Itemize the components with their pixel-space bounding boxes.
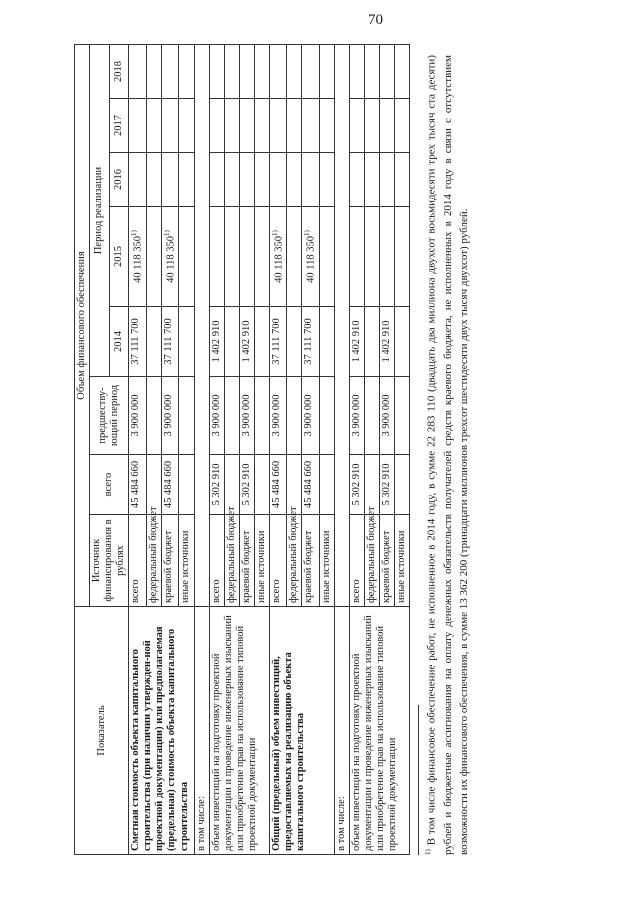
year-2015-cell: [209, 207, 224, 307]
header-total: всего: [90, 455, 129, 515]
indicator-cell: Сметная стоимость объекта капитального строительства (при наличии утвержден-ной проектной документации) или предполагаемая (предельная) стоимость объекта капитального строительства: [129, 607, 194, 855]
year-2015-cell: [179, 207, 194, 307]
table-row: [350, 45, 365, 855]
source-cell: всего: [129, 515, 147, 607]
year-2014-cell: 37 111 700: [129, 307, 147, 377]
year-2018-cell: [395, 45, 410, 99]
year-2016-cell: [254, 153, 269, 207]
empty-cell: [194, 45, 209, 607]
year-2014-cell: 1 402 910: [239, 307, 254, 377]
year-2014-cell: [254, 307, 269, 377]
year-2016-cell: [302, 153, 320, 207]
indicator-cell: в том числе:: [335, 607, 350, 855]
year-2017-cell: [365, 99, 380, 153]
previous-period-cell: 3 900 000: [129, 377, 147, 455]
year-2018-cell: [302, 45, 320, 99]
total-cell: 5 302 910: [350, 455, 365, 515]
source-cell: иные источники: [179, 515, 194, 607]
year-2018-cell: [320, 45, 335, 99]
previous-period-cell: [224, 377, 239, 455]
year-2018-cell: [287, 45, 302, 99]
header-indicator: Показатель: [75, 607, 129, 855]
year-2017-cell: [287, 99, 302, 153]
footnote-ref: 1): [162, 230, 171, 236]
year-2016-cell: [350, 153, 365, 207]
year-2016-cell: [269, 153, 287, 207]
year-2016-cell: [209, 153, 224, 207]
year-2014-cell: 37 111 700: [302, 307, 320, 377]
header-year: 2018: [109, 45, 129, 99]
year-2015-cell: [302, 207, 320, 307]
previous-period-cell: 3 900 000: [209, 377, 224, 455]
previous-period-cell: [395, 377, 410, 455]
source-cell: краевой бюджет: [302, 515, 320, 607]
year-2017-cell: [320, 99, 335, 153]
previous-period-cell: [320, 377, 335, 455]
year-2016-cell: [146, 153, 161, 207]
footnote: [423, 55, 472, 855]
year-2016-cell: [161, 153, 179, 207]
year-2017-cell: [129, 99, 147, 153]
header-period-group: Период реализации: [90, 45, 110, 377]
year-2016-cell: [380, 153, 395, 207]
year-2017-cell: [224, 99, 239, 153]
year-2015-cell: [350, 207, 365, 307]
year-2014-cell: [224, 307, 239, 377]
year-2015-cell: [161, 207, 179, 307]
year-2015-cell: [380, 207, 395, 307]
year-2015-value: 40 118 350: [132, 235, 144, 283]
total-cell: 45 484 660: [161, 455, 179, 515]
previous-period-cell: 3 900 000: [302, 377, 320, 455]
indicator-cell: Общий (предельный) объем инвестиций, предоставляемых на реализацию объекта капитального строительства: [269, 607, 334, 855]
indicator-cell: объем инвестиций на подготовку проектной документации и проведение инженерных изысканий или приобретение прав на использование типовой проектной документации: [209, 607, 269, 855]
source-cell: всего: [350, 515, 365, 607]
footnote-ref: 1): [303, 230, 312, 236]
year-2018-cell: [350, 45, 365, 99]
indicator-cell: объем инвестиций на подготовку проектной документации и проведение инженерных изысканий или приобретение прав на использование типовой проектной документации: [350, 607, 410, 855]
year-2016-cell: [287, 153, 302, 207]
year-2018-cell: [239, 45, 254, 99]
source-cell: краевой бюджет: [239, 515, 254, 607]
source-cell: краевой бюджет: [380, 515, 395, 607]
year-2017-cell: [209, 99, 224, 153]
previous-period-cell: 3 900 000: [380, 377, 395, 455]
header-year: 2017: [109, 99, 129, 153]
year-2017-cell: [380, 99, 395, 153]
year-2017-cell: [239, 99, 254, 153]
year-2015-value: 40 118 350: [165, 235, 177, 283]
table-row: [269, 45, 287, 855]
previous-period-cell: 3 900 000: [269, 377, 287, 455]
source-cell: федеральный бюджет: [224, 515, 239, 607]
year-2014-cell: [320, 307, 335, 377]
year-2015-cell: [254, 207, 269, 307]
total-cell: [179, 455, 194, 515]
total-cell: 45 484 660: [302, 455, 320, 515]
source-cell: иные источники: [254, 515, 269, 607]
total-cell: 5 302 910: [239, 455, 254, 515]
previous-period-cell: 3 900 000: [161, 377, 179, 455]
source-cell: федеральный бюджет: [287, 515, 302, 607]
year-2014-cell: [395, 307, 410, 377]
year-2014-cell: 37 111 700: [161, 307, 179, 377]
year-2016-cell: [179, 153, 194, 207]
year-2018-cell: [209, 45, 224, 99]
year-2014-cell: [146, 307, 161, 377]
year-2015-cell: [395, 207, 410, 307]
header-source: Источник финансирования в рублях: [90, 515, 129, 607]
table-body: [129, 45, 410, 855]
year-2015-cell: [320, 207, 335, 307]
footnote-text: В том числе финансовое обеспечение работ, не исполненное в 2014 году, в сумме 22 283 110 (двадцать два миллиона двухсот восьмидесяти трех тысяч ста десяти) рублей и бюджетные ассигнования на оплату денежных обязательств получателей средств краевого бюджета, не исполненных в 2014 году в связи с отсутствием возможности их финансового обеспечения, в сумме 13 362 200 (тринадцати миллионов трехсот шестидесяти двух тысяч двухсот) рублей.: [426, 55, 470, 855]
total-cell: 45 484 660: [269, 455, 287, 515]
year-2015-cell: [146, 207, 161, 307]
table-row: [209, 45, 224, 855]
indicator-cell: в том числе:: [194, 607, 209, 855]
year-2018-cell: [365, 45, 380, 99]
previous-period-cell: [146, 377, 161, 455]
previous-period-cell: [287, 377, 302, 455]
empty-cell: [335, 45, 350, 607]
footnote-marker: 1): [424, 849, 433, 855]
previous-period-cell: 3 900 000: [239, 377, 254, 455]
year-2015-value: 40 118 350: [273, 235, 285, 283]
year-2017-cell: [179, 99, 194, 153]
funding-table: [74, 44, 410, 855]
year-2016-cell: [239, 153, 254, 207]
year-2015-cell: [269, 207, 287, 307]
year-2017-cell: [302, 99, 320, 153]
previous-period-cell: 3 900 000: [350, 377, 365, 455]
footnote-ref: 1): [270, 230, 279, 236]
year-2016-cell: [224, 153, 239, 207]
year-2017-cell: [350, 99, 365, 153]
year-2018-cell: [146, 45, 161, 99]
total-cell: 5 302 910: [380, 455, 395, 515]
previous-period-cell: [254, 377, 269, 455]
year-2015-cell: [239, 207, 254, 307]
source-cell: федеральный бюджет: [146, 515, 161, 607]
header-year: 2016: [109, 153, 129, 207]
source-cell: краевой бюджет: [161, 515, 179, 607]
table-row: [335, 45, 350, 855]
year-2016-cell: [320, 153, 335, 207]
year-2018-cell: [129, 45, 147, 99]
footnote-ref: 1): [130, 230, 139, 236]
year-2015-cell: [287, 207, 302, 307]
source-cell: всего: [209, 515, 224, 607]
header-funding-group: Объем финансового обеспечения: [75, 45, 90, 607]
table-row: [194, 45, 209, 855]
source-cell: всего: [269, 515, 287, 607]
table-header: [75, 45, 129, 855]
total-cell: [320, 455, 335, 515]
year-2014-cell: 1 402 910: [209, 307, 224, 377]
previous-period-cell: [365, 377, 380, 455]
year-2015-cell: [365, 207, 380, 307]
year-2015-value: 40 118 350: [305, 235, 317, 283]
total-cell: 5 302 910: [209, 455, 224, 515]
year-2018-cell: [179, 45, 194, 99]
year-2018-cell: [269, 45, 287, 99]
previous-period-cell: [179, 377, 194, 455]
year-2017-cell: [254, 99, 269, 153]
year-2015-cell: [224, 207, 239, 307]
year-2018-cell: [161, 45, 179, 99]
year-2017-cell: [146, 99, 161, 153]
year-2018-cell: [224, 45, 239, 99]
year-2014-cell: 37 111 700: [269, 307, 287, 377]
year-2014-cell: 1 402 910: [350, 307, 365, 377]
header-year: 2015: [109, 207, 129, 307]
year-2018-cell: [254, 45, 269, 99]
year-2018-cell: [380, 45, 395, 99]
year-2017-cell: [395, 99, 410, 153]
year-2014-cell: [287, 307, 302, 377]
header-previous-period: предшеству-ющий период: [90, 377, 129, 455]
source-cell: иные источники: [320, 515, 335, 607]
header-year: 2014: [109, 307, 129, 377]
year-2016-cell: [395, 153, 410, 207]
year-2016-cell: [129, 153, 147, 207]
page-number: 70: [368, 12, 383, 28]
year-2015-cell: [129, 207, 147, 307]
source-cell: иные источники: [395, 515, 410, 607]
total-cell: 45 484 660: [129, 455, 147, 515]
year-2016-cell: [365, 153, 380, 207]
rotated-page-content: [74, 45, 574, 855]
year-2017-cell: [161, 99, 179, 153]
total-cell: [395, 455, 410, 515]
year-2014-cell: 1 402 910: [380, 307, 395, 377]
year-2017-cell: [269, 99, 287, 153]
footnote-divider: [418, 705, 419, 855]
total-cell: [254, 455, 269, 515]
table-row: [129, 45, 147, 855]
source-cell: федеральный бюджет: [365, 515, 380, 607]
year-2014-cell: [365, 307, 380, 377]
year-2014-cell: [179, 307, 194, 377]
